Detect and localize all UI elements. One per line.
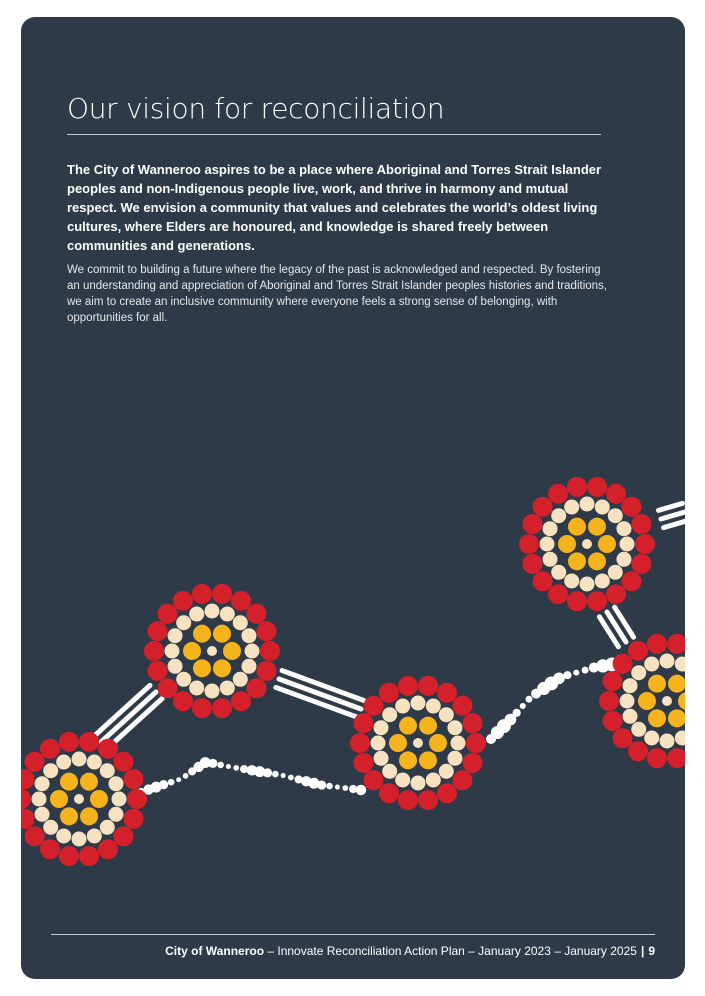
white-path-dot [526, 696, 533, 703]
red-dot [79, 732, 99, 752]
page-title: Our vision for reconciliation [67, 92, 445, 125]
red-dot [353, 713, 373, 733]
red-dot [587, 591, 607, 611]
cream-dot [551, 565, 566, 580]
red-dot [519, 534, 539, 554]
red-dot [25, 752, 45, 772]
white-path-dot [159, 780, 168, 789]
white-path-dot [335, 785, 340, 790]
white-path-dot [573, 670, 579, 676]
red-dot [635, 534, 655, 554]
cream-dot [220, 680, 235, 695]
cream-dot [382, 764, 397, 779]
red-dot [647, 748, 667, 768]
red-dot [602, 671, 622, 691]
red-dot [548, 584, 568, 604]
yellow-dot [678, 692, 685, 710]
aboriginal-artwork [21, 457, 685, 897]
yellow-dot [419, 751, 437, 769]
cream-dot [620, 537, 635, 552]
red-dot [567, 591, 587, 611]
red-dot [158, 678, 178, 698]
cream-dot [241, 628, 256, 643]
cream-dot [411, 696, 426, 711]
footer [165, 944, 655, 958]
cream-dot [411, 776, 426, 791]
cream-dot [241, 659, 256, 674]
body-paragraph: We commit to building a future where the legacy of the past is acknowledged and respected. By fostering an understanding and appreciation of Aboriginal and Torres Strait Islander peoples histories and traditions, we aim to create an inclusive community where everyone feels a strong sense of belonging, with opportunities for all. [67, 264, 607, 324]
cream-dot [580, 497, 595, 512]
cream-dot [608, 508, 623, 523]
red-dot [567, 477, 587, 497]
white-path-dot [208, 759, 217, 768]
yellow-dot [80, 773, 98, 791]
red-dot [364, 770, 384, 790]
white-path-dot [226, 764, 231, 769]
red-dot [587, 477, 607, 497]
cream-dot [74, 794, 84, 804]
yellow-dot [399, 717, 417, 735]
cream-dot [595, 500, 610, 515]
white-path-dot [183, 773, 189, 779]
red-dot [606, 584, 626, 604]
red-dot [257, 661, 277, 681]
cream-dot [543, 521, 558, 536]
white-path-dot [563, 671, 571, 679]
red-dot [59, 732, 79, 752]
red-dot [418, 676, 438, 696]
red-dot [260, 641, 280, 661]
red-dot [667, 748, 685, 768]
footer-divider [51, 934, 655, 935]
cream-dot [675, 730, 685, 745]
cream-dot [220, 607, 235, 622]
cream-dot [413, 738, 423, 748]
red-dot [21, 769, 34, 789]
red-dot [463, 753, 483, 773]
red-dot [144, 641, 164, 661]
cream-dot [631, 722, 646, 737]
lead-paragraph: The City of Wanneroo aspires to be a place where Aboriginal and Torres Strait Islander peoples and non-Indigenous people live, work, and thrive in harmony and mutual respect. We envision a community that values and celebrates the world’s oldest living cultures, where Elders are honoured, and knowledge is shared freely between communities and generations. [67, 162, 602, 253]
cream-dot [426, 772, 441, 787]
cream-dot [56, 828, 71, 843]
red-dot [124, 769, 144, 789]
footer-organisation: City of Wanneroo [165, 944, 265, 958]
white-path-dot [168, 779, 175, 786]
cream-dot [564, 573, 579, 588]
yellow-dot [429, 734, 447, 752]
cream-dot [439, 764, 454, 779]
white-path-dot [176, 777, 181, 782]
yellow-dot [213, 659, 231, 677]
cream-dot [176, 615, 191, 630]
cream-dot [631, 665, 646, 680]
cream-dot [582, 539, 592, 549]
footer-separator: | [640, 944, 645, 958]
cream-dot [660, 654, 675, 669]
cream-dot [675, 657, 685, 672]
cream-dot [447, 751, 462, 766]
red-dot [599, 691, 619, 711]
cream-dot [660, 734, 675, 749]
cream-dot [395, 772, 410, 787]
red-dot [463, 713, 483, 733]
page-panel [21, 17, 685, 979]
red-dot [124, 809, 144, 829]
red-dot [147, 661, 167, 681]
red-dot [522, 554, 542, 574]
cream-dot [371, 736, 386, 751]
cream-dot [108, 776, 123, 791]
cream-dot [623, 678, 638, 693]
red-dot [59, 846, 79, 866]
cream-dot [233, 615, 248, 630]
cream-dot [620, 694, 635, 709]
red-dot [231, 591, 251, 611]
cream-dot [189, 607, 204, 622]
yellow-dot [60, 807, 78, 825]
yellow-dot [193, 625, 211, 643]
yellow-dot [80, 807, 98, 825]
red-dot [548, 484, 568, 504]
red-dot [398, 676, 418, 696]
cream-dot [616, 521, 631, 536]
red-dot [452, 696, 472, 716]
cream-dot [608, 565, 623, 580]
cream-dot [233, 672, 248, 687]
cream-dot [108, 807, 123, 822]
red-dot [621, 571, 641, 591]
red-dot [602, 711, 622, 731]
cream-dot [540, 537, 555, 552]
red-dot [147, 621, 167, 641]
yellow-dot [193, 659, 211, 677]
cream-dot [87, 828, 102, 843]
cream-dot [374, 720, 389, 735]
white-bar [661, 512, 685, 519]
white-path-dot [356, 785, 366, 795]
yellow-dot [50, 790, 68, 808]
page-number: 9 [648, 944, 655, 958]
cream-dot [35, 807, 50, 822]
red-dot [40, 839, 60, 859]
cream-dot [662, 696, 672, 706]
red-dot [246, 604, 266, 624]
white-path-dot [553, 673, 565, 685]
yellow-dot [588, 518, 606, 536]
yellow-dot [90, 790, 108, 808]
cream-dot [644, 657, 659, 672]
red-dot [613, 728, 633, 748]
white-path-dot [582, 667, 589, 674]
yellow-dot [60, 773, 78, 791]
cream-dot [543, 552, 558, 567]
yellow-dot [668, 675, 685, 693]
red-dot [98, 839, 118, 859]
cream-dot [245, 644, 260, 659]
cream-dot [207, 646, 217, 656]
yellow-dot [399, 751, 417, 769]
red-dot [158, 604, 178, 624]
cream-dot [35, 776, 50, 791]
cream-dot [564, 500, 579, 515]
red-dot [632, 514, 652, 534]
red-dot [21, 789, 31, 809]
red-dot [632, 554, 652, 574]
cream-dot [87, 755, 102, 770]
cream-dot [551, 508, 566, 523]
white-bar [95, 685, 150, 735]
yellow-dot [588, 552, 606, 570]
cream-dot [374, 751, 389, 766]
red-dot [379, 683, 399, 703]
cream-dot [100, 820, 115, 835]
cream-dot [32, 792, 47, 807]
cream-dot [451, 736, 466, 751]
yellow-dot [183, 642, 201, 660]
white-path-dot [513, 709, 521, 717]
red-dot [353, 753, 373, 773]
red-dot [647, 634, 667, 654]
red-dot [533, 571, 553, 591]
red-dot [364, 696, 384, 716]
white-bar [658, 503, 682, 510]
red-dot [246, 678, 266, 698]
yellow-dot [389, 734, 407, 752]
cream-dot [43, 820, 58, 835]
red-dot [98, 739, 118, 759]
white-path-dot [263, 768, 272, 777]
cream-dot [189, 680, 204, 695]
cream-dot [43, 763, 58, 778]
red-dot [350, 733, 370, 753]
red-dot [173, 691, 193, 711]
red-dot [173, 591, 193, 611]
yellow-dot [668, 709, 685, 727]
cream-dot [205, 604, 220, 619]
cream-dot [439, 707, 454, 722]
cream-dot [205, 684, 220, 699]
cream-dot [56, 755, 71, 770]
yellow-dot [648, 675, 666, 693]
cream-dot [395, 699, 410, 714]
red-dot [452, 770, 472, 790]
red-dot [21, 809, 34, 829]
yellow-dot [558, 535, 576, 553]
cream-dot [168, 628, 183, 643]
yellow-dot [638, 692, 656, 710]
white-path-dot [520, 703, 526, 709]
cream-dot [72, 832, 87, 847]
yellow-dot [568, 518, 586, 536]
red-dot [398, 790, 418, 810]
red-dot [257, 621, 277, 641]
cream-dot [112, 792, 127, 807]
yellow-dot [419, 717, 437, 735]
red-dot [628, 641, 648, 661]
red-dot [533, 497, 553, 517]
red-dot [437, 783, 457, 803]
white-path-dot [272, 771, 279, 778]
cream-dot [580, 577, 595, 592]
red-dot [667, 634, 685, 654]
red-dot [613, 654, 633, 674]
red-dot [113, 752, 133, 772]
white-bar [107, 699, 162, 749]
white-path-dot [317, 781, 326, 790]
cream-dot [616, 552, 631, 567]
cream-dot [168, 659, 183, 674]
red-dot [127, 789, 147, 809]
yellow-dot [223, 642, 241, 660]
red-dot [25, 826, 45, 846]
footer-document-title: – Innovate Reconciliation Action Plan – January 2023 – January 2025 [264, 944, 637, 958]
red-dot [418, 790, 438, 810]
cream-dot [72, 752, 87, 767]
white-path-dot [217, 762, 224, 769]
yellow-dot [598, 535, 616, 553]
white-path-dot [281, 773, 286, 778]
red-dot [113, 826, 133, 846]
white-bar [101, 692, 156, 742]
cream-dot [100, 763, 115, 778]
cream-dot [165, 644, 180, 659]
red-dot [231, 691, 251, 711]
red-dot [212, 698, 232, 718]
cream-dot [644, 730, 659, 745]
red-dot [466, 733, 486, 753]
white-bar [664, 521, 685, 528]
cream-dot [426, 699, 441, 714]
cream-dot [447, 720, 462, 735]
cream-dot [382, 707, 397, 722]
white-path-dot [233, 765, 239, 771]
white-path-dot [342, 785, 348, 791]
cream-dot [595, 573, 610, 588]
title-divider [67, 134, 601, 135]
red-dot [192, 698, 212, 718]
red-dot [192, 584, 212, 604]
red-dot [40, 739, 60, 759]
red-dot [628, 741, 648, 761]
yellow-dot [568, 552, 586, 570]
red-dot [621, 497, 641, 517]
yellow-dot [648, 709, 666, 727]
white-path-dot [326, 783, 333, 790]
red-dot [212, 584, 232, 604]
yellow-dot [213, 625, 231, 643]
red-dot [79, 846, 99, 866]
red-dot [606, 484, 626, 504]
cream-dot [623, 709, 638, 724]
red-dot [379, 783, 399, 803]
red-dot [522, 514, 542, 534]
white-path-dot [288, 775, 294, 781]
cream-dot [176, 672, 191, 687]
red-dot [437, 683, 457, 703]
